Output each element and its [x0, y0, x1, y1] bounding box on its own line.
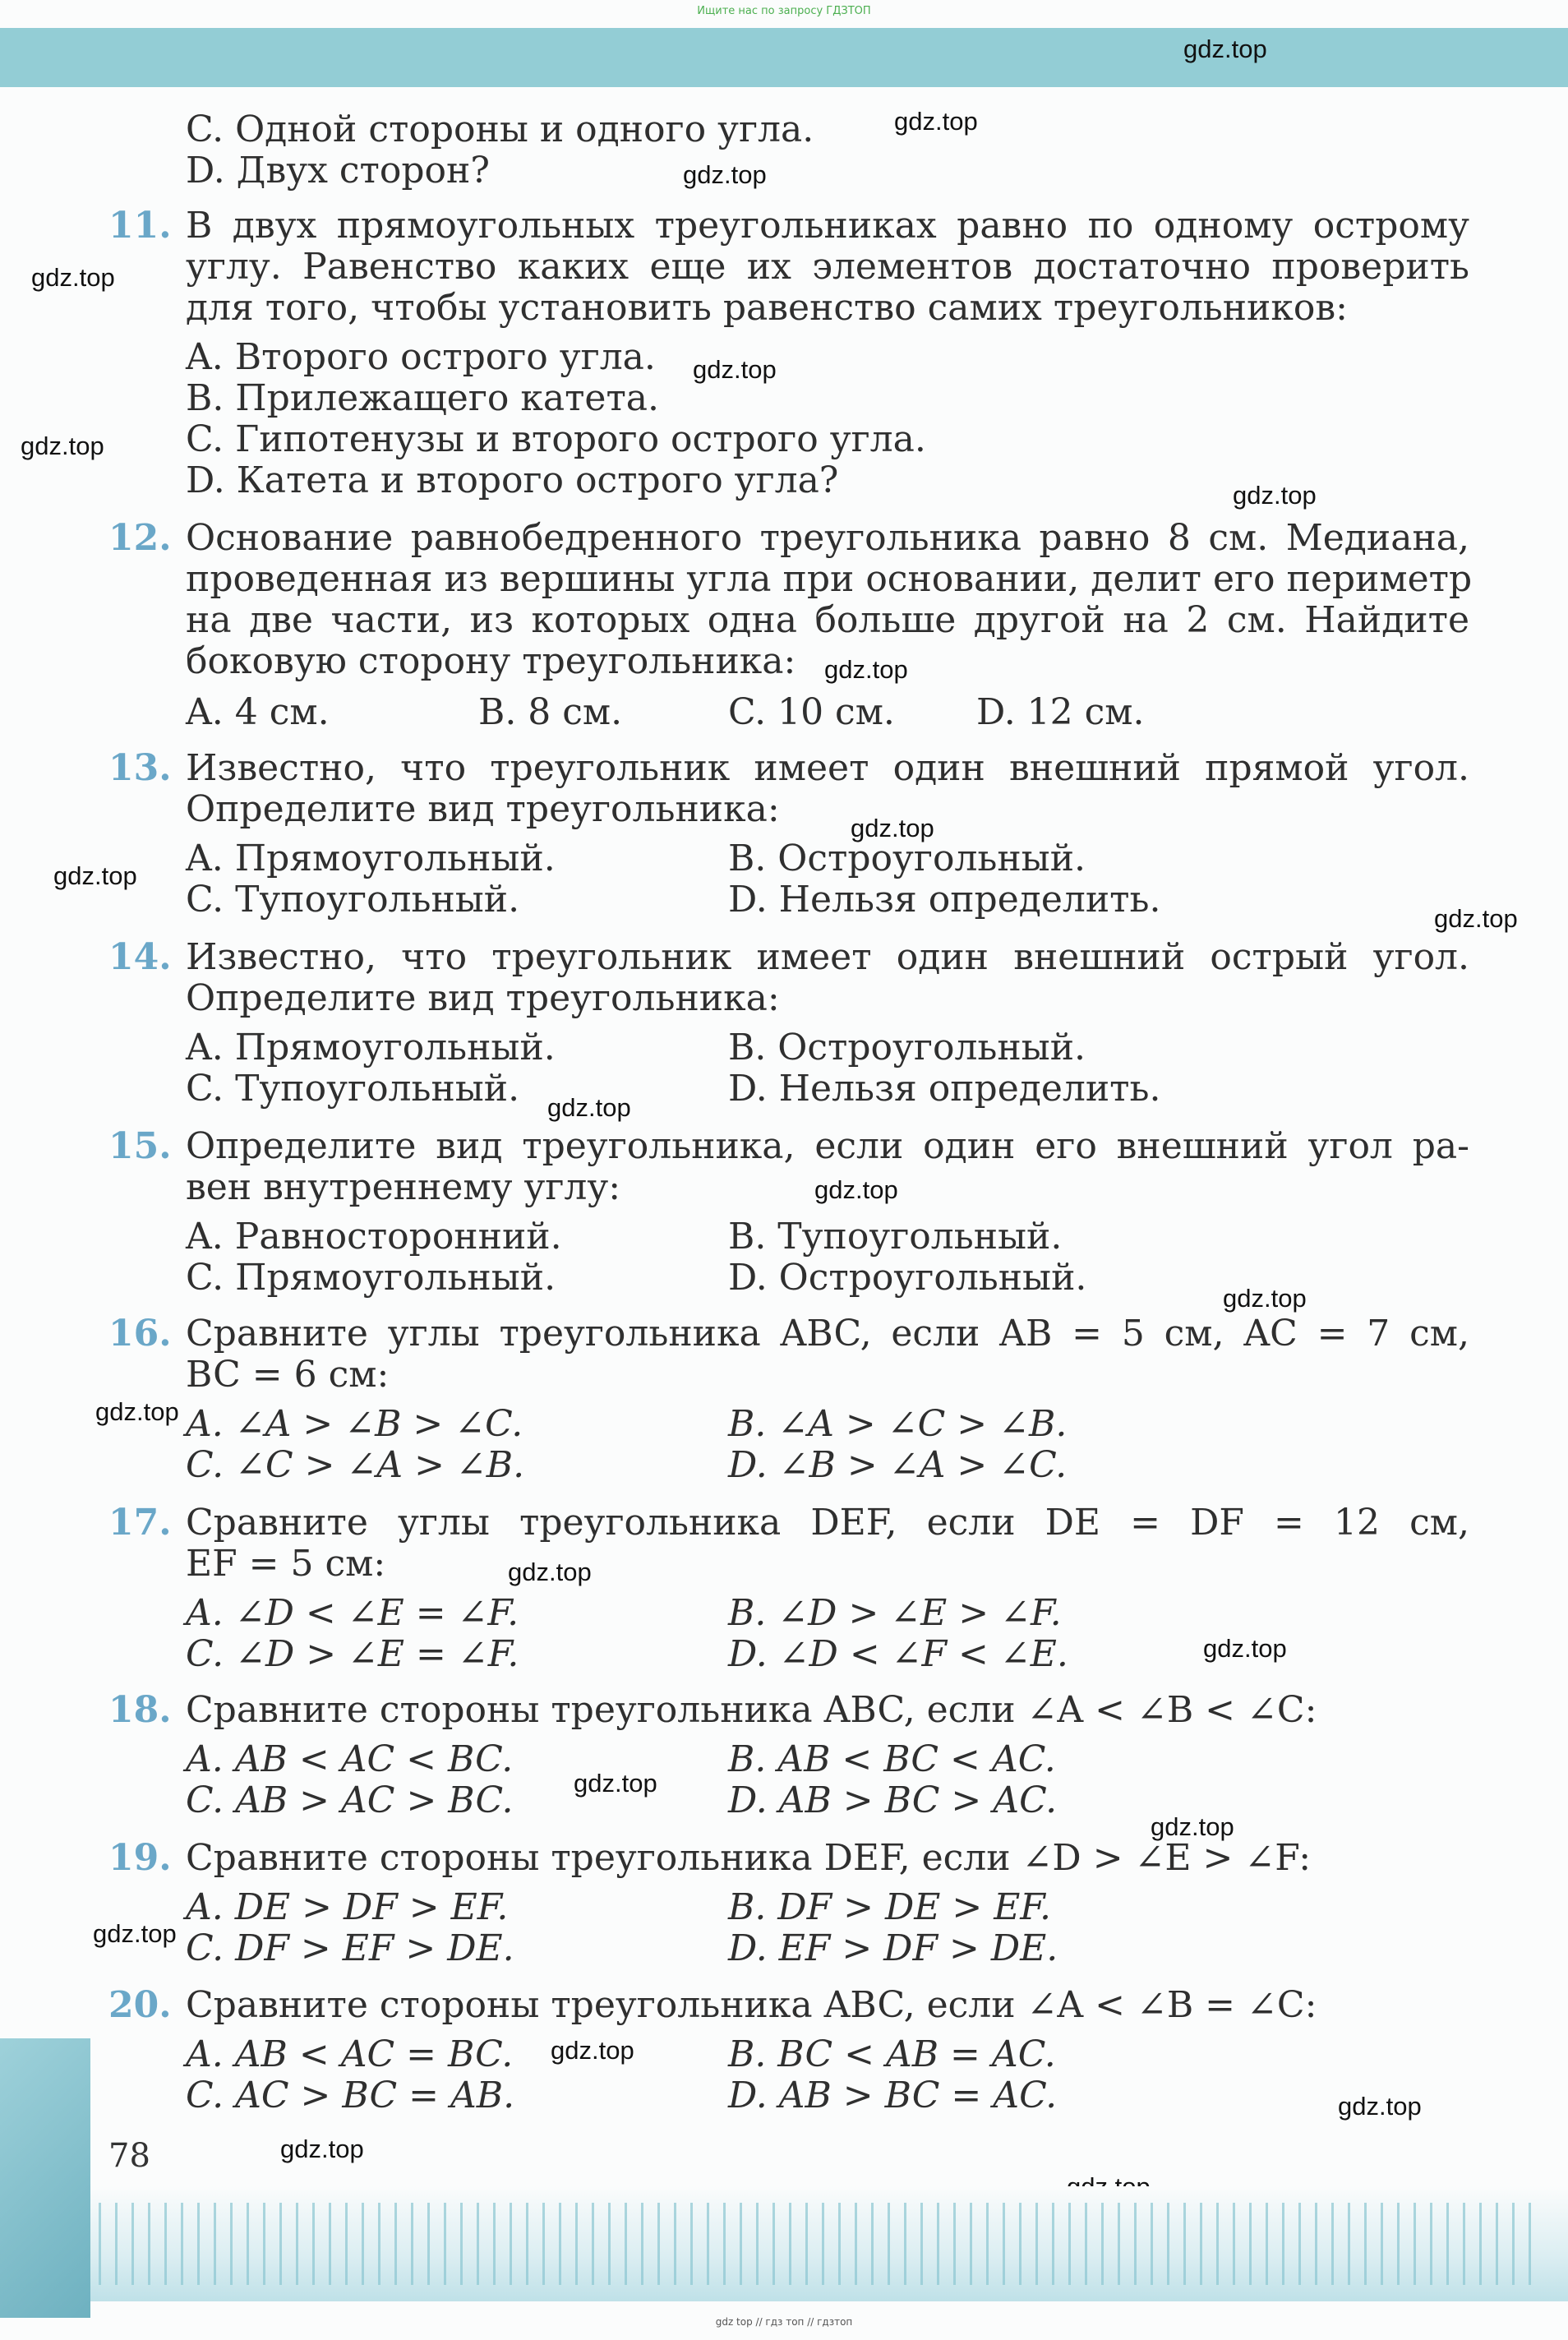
watermark: gdz.top — [683, 160, 767, 189]
question-number: 18. — [108, 1689, 172, 1731]
option-text: D. Двух сторон? — [186, 150, 490, 192]
option-text: B. Тупоугольный. — [728, 1216, 1063, 1258]
watermark: gdz.top — [1338, 2092, 1422, 2121]
option-text: D. Катета и второго острого угла? — [186, 459, 839, 501]
question-number: 13. — [108, 747, 172, 789]
question-text: Основание равнобедренного треугольника равно 8 см. Медиана, — [186, 517, 1469, 559]
watermark: gdz.top — [574, 1769, 657, 1798]
question-number: 19. — [108, 1837, 172, 1879]
option-text: B. AB < BC < AC. — [728, 1738, 1056, 1780]
question-text: Определите вид треугольника, если один его внешний угол ра- — [186, 1125, 1469, 1167]
question-text: проведенная из вершины угла при основании, делит его периметр — [186, 558, 1473, 600]
watermark: gdz.top — [551, 2036, 634, 2065]
option-text: D. EF > DF > DE. — [728, 1927, 1058, 1969]
question-number: 14. — [108, 936, 172, 978]
question-number: 12. — [108, 517, 172, 559]
option-text: D. ∠B > ∠A > ∠C. — [728, 1444, 1068, 1486]
top-banner: Ищите нас по запросу ГДЗТОП — [697, 5, 871, 17]
option-text: D. Нельзя определить. — [728, 879, 1161, 921]
watermark: gdz.top — [93, 1919, 177, 1948]
question-text: Сравните углы треугольника ABC, если AB = 5 см, AC = 7 см, — [186, 1313, 1469, 1355]
option-text: C. 10 см. — [728, 691, 895, 733]
watermark: gdz.top — [1233, 481, 1317, 510]
option-text: A. Второго острого угла. — [186, 336, 656, 378]
option-text: A. Прямоугольный. — [186, 838, 556, 879]
question-text: углу. Равенство каких еще их элементов достаточно проверить — [186, 246, 1469, 288]
page-number: 78 — [108, 2137, 150, 2175]
question-text: Сравните стороны треугольника ABC, если ∠A < ∠B = ∠C: — [186, 1984, 1317, 2026]
question-number: 20. — [108, 1984, 172, 2026]
ruler-ticks — [99, 2203, 1545, 2285]
option-text: C. ∠D > ∠E = ∠F. — [186, 1633, 519, 1675]
option-text: A. ∠A > ∠B > ∠C. — [186, 1403, 523, 1445]
option-text: A. AB < AC < BC. — [186, 1738, 514, 1780]
question-text: BC = 6 см: — [186, 1354, 390, 1396]
watermark: gdz.top — [824, 655, 908, 684]
option-text: C. Гипотенузы и второго острого угла. — [186, 418, 926, 460]
question-number: 15. — [108, 1125, 172, 1167]
option-text: B. BC < AB = AC. — [728, 2033, 1056, 2075]
question-text: для того, чтобы установить равенство самих треугольников: — [186, 287, 1348, 329]
question-number: 17. — [108, 1502, 172, 1544]
option-text: B. ∠D > ∠E > ∠F. — [728, 1592, 1062, 1634]
option-text: C. ∠C > ∠A > ∠B. — [186, 1444, 525, 1486]
question-text: Известно, что треугольник имеет один внешний острый угол. — [186, 936, 1469, 978]
question-text: Сравните углы треугольника DEF, если DE = DF = 12 см, — [186, 1502, 1469, 1544]
option-text: D. AB > BC > AC. — [728, 1779, 1058, 1821]
question-text: на две части, из которых одна больше другой на 2 см. Найдите — [186, 599, 1469, 641]
option-text: B. DF > DE > EF. — [728, 1886, 1051, 1928]
question-text: Сравните стороны треугольника ABC, если ∠A < ∠B < ∠C: — [186, 1689, 1317, 1731]
option-text: C. AC > BC = AB. — [186, 2075, 515, 2116]
watermark: gdz.top — [1151, 1812, 1234, 1841]
option-text: C. Прямоугольный. — [186, 1257, 556, 1299]
footer-text: gdz top // гдз топ // гдзтоп — [715, 2316, 853, 2328]
option-text: A. DE > DF > EF. — [186, 1886, 509, 1928]
question-text: Известно, что треугольник имеет один внешний прямой угол. — [186, 747, 1469, 789]
watermark: gdz.top — [851, 814, 934, 842]
watermark: gdz.top — [1434, 904, 1518, 933]
option-text: A. Прямоугольный. — [186, 1027, 556, 1068]
watermark: gdz.top — [1223, 1284, 1307, 1313]
question-number: 11. — [108, 205, 172, 247]
watermark: gdz.top — [95, 1397, 179, 1426]
question-text: боковую сторону треугольника: — [186, 640, 796, 682]
option-text: D. Остроугольный. — [728, 1257, 1087, 1299]
option-text: C. AB > AC > BC. — [186, 1779, 514, 1821]
option-text: C. Одной стороны и одного угла. — [186, 108, 814, 150]
option-text: A. Равносторонний. — [186, 1216, 562, 1258]
watermark: gdz.top — [693, 355, 777, 384]
option-text: C. Тупоугольный. — [186, 879, 520, 921]
question-text: Определите вид треугольника: — [186, 788, 780, 830]
watermark: gdz.top — [31, 263, 115, 292]
option-text: A. ∠D < ∠E = ∠F. — [186, 1592, 519, 1634]
watermark: gdz.top — [280, 2135, 364, 2163]
question-text: Определите вид треугольника: — [186, 977, 780, 1019]
watermark: gdz.top — [1183, 35, 1267, 63]
option-text: D. Нельзя определить. — [728, 1068, 1161, 1110]
option-text: D. AB > BC = AC. — [728, 2075, 1058, 2116]
option-text: B. Прилежащего катета. — [186, 377, 660, 419]
watermark: gdz.top — [1203, 1634, 1287, 1663]
option-text: B. Остроугольный. — [728, 1027, 1086, 1068]
watermark: gdz.top — [53, 861, 137, 890]
question-text: EF = 5 см: — [186, 1543, 386, 1585]
option-text: B. Остроугольный. — [728, 838, 1086, 879]
question-text: вен внутреннему углу: — [186, 1166, 621, 1208]
watermark: gdz.top — [894, 107, 978, 136]
question-text: Сравните стороны треугольника DEF, если ∠D > ∠E > ∠F: — [186, 1837, 1312, 1879]
watermark: gdz.top — [508, 1558, 592, 1586]
watermark: gdz.top — [814, 1175, 898, 1204]
question-number: 16. — [108, 1313, 172, 1355]
option-text: B. ∠A > ∠C > ∠B. — [728, 1403, 1068, 1445]
option-text: A. AB < AC = BC. — [186, 2033, 514, 2075]
corner-decoration — [0, 2038, 90, 2318]
watermark: gdz.top — [547, 1093, 631, 1122]
option-text: C. Тупоугольный. — [186, 1068, 520, 1110]
option-text: D. ∠D < ∠F < ∠E. — [728, 1633, 1068, 1675]
question-text: В двух прямоугольных треугольниках равно по одному острому — [186, 205, 1469, 247]
option-text: A. 4 см. — [186, 691, 330, 733]
header-band — [0, 28, 1568, 87]
option-text: B. 8 см. — [478, 691, 623, 733]
watermark: gdz.top — [21, 432, 104, 460]
option-text: C. DF > EF > DE. — [186, 1927, 514, 1969]
option-text: D. 12 см. — [976, 691, 1145, 733]
